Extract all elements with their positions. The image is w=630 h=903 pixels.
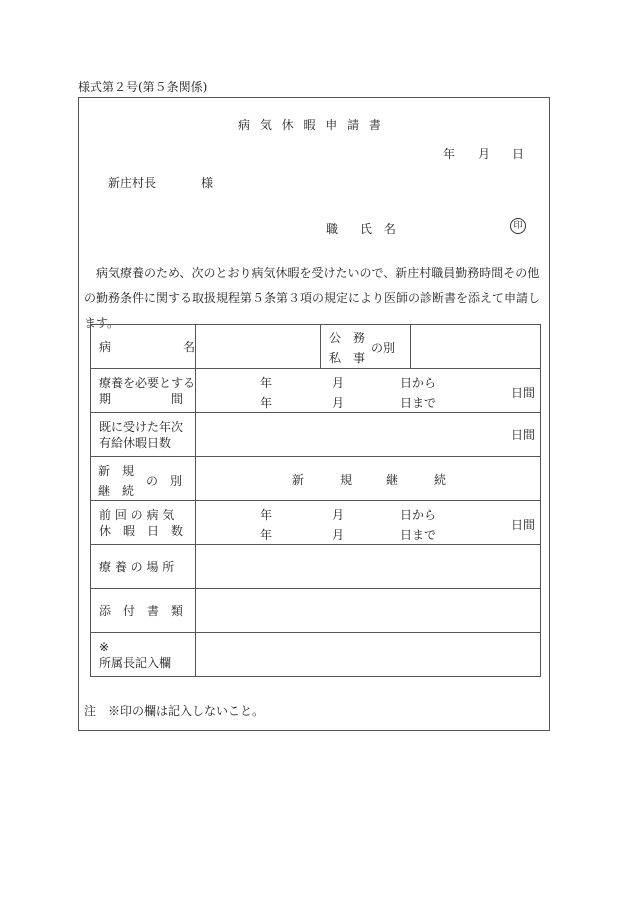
addressee-name: 新庄村長 <box>108 176 157 190</box>
date-year: 年 <box>443 147 456 161</box>
date-month: 月 <box>478 147 491 161</box>
prev-from-day: 日から <box>400 508 437 522</box>
period-to-month: 月 <box>332 396 345 410</box>
form-number: 様式第２号(第５条関係) <box>78 80 208 94</box>
private-label: 私 事 <box>329 351 366 365</box>
place-value[interactable] <box>196 545 541 589</box>
chief-entry-label-text: 所属長記入欄 <box>99 655 172 670</box>
paid-leave-label-line2: 有給休暇日数 <box>99 435 172 450</box>
chief-entry-value <box>196 633 541 677</box>
prev-to-year: 年 <box>260 528 273 542</box>
period-to-day: 日まで <box>400 396 437 410</box>
attachment-label: 添 付 書 類 <box>91 589 196 633</box>
addressee-honorific: 様 <box>201 176 214 190</box>
prev-to-day: 日まで <box>400 528 437 542</box>
place-label: 療 養 の 場 所 <box>91 545 196 589</box>
period-label-line2: 期 間 <box>99 391 184 406</box>
prev-leave-label <box>91 501 196 545</box>
public-private-value[interactable] <box>411 325 541 369</box>
prev-from-year: 年 <box>260 508 273 522</box>
period-value[interactable] <box>196 369 541 413</box>
prev-leave-label-line2: 休 暇 日 数 <box>99 523 184 538</box>
public-private-cell <box>321 325 411 369</box>
public-label: 公 務 <box>329 331 366 345</box>
period-from-month: 月 <box>332 376 345 390</box>
paid-leave-label <box>91 413 196 457</box>
date-day: 日 <box>512 147 525 161</box>
period-to-year: 年 <box>260 396 273 410</box>
period-from-day: 日から <box>400 376 437 390</box>
body-text: 病気療養のため、次のとおり病気休暇を受けたいので、新庄村職員勤務時間その他の勤務条件に関する取扱規程第５条第３項の規定により医師の診断書を添えて申請します。 <box>84 266 541 330</box>
period-label-line1: 療養を必要とする <box>99 375 196 390</box>
period-days: 日間 <box>511 386 536 400</box>
paid-leave-days: 日間 <box>511 428 536 442</box>
paid-leave-label-line1: 既に受けた年次 <box>99 419 184 434</box>
note-mark: ※ <box>99 639 110 654</box>
no-betsu-label: の 別 <box>146 474 183 488</box>
seal-mark: 印 <box>510 218 526 234</box>
applicant-name-label: 氏 名 <box>360 222 400 236</box>
period-from-year: 年 <box>260 376 273 390</box>
new-cont-value[interactable] <box>196 457 541 501</box>
cont-option[interactable]: 継 続 <box>386 473 447 487</box>
attachment-value[interactable] <box>196 589 541 633</box>
applicant-position: 職 <box>326 222 339 236</box>
new-label: 新 規 <box>98 464 135 478</box>
prev-to-month: 月 <box>332 528 345 542</box>
cont-label: 継 続 <box>98 484 135 498</box>
distinction-label: の別 <box>371 341 396 355</box>
application-table <box>90 324 541 677</box>
illness-label: 病 名 <box>91 325 196 369</box>
footnote: 注 ※印の欄は記入しないこと。 <box>84 704 265 718</box>
prev-leave-label-line1: 前 回 の 病 気 <box>99 507 175 522</box>
form-title: 病 気 休 暇 申 請 書 <box>238 118 384 132</box>
prev-leave-value[interactable] <box>196 501 541 545</box>
new-cont-label <box>91 457 196 501</box>
period-label <box>91 369 196 413</box>
prev-days: 日間 <box>511 518 536 532</box>
paid-leave-value[interactable] <box>196 413 541 457</box>
chief-entry-label <box>91 633 196 677</box>
new-option[interactable]: 新 規 <box>292 473 353 487</box>
prev-from-month: 月 <box>332 508 345 522</box>
illness-value[interactable] <box>196 325 321 369</box>
